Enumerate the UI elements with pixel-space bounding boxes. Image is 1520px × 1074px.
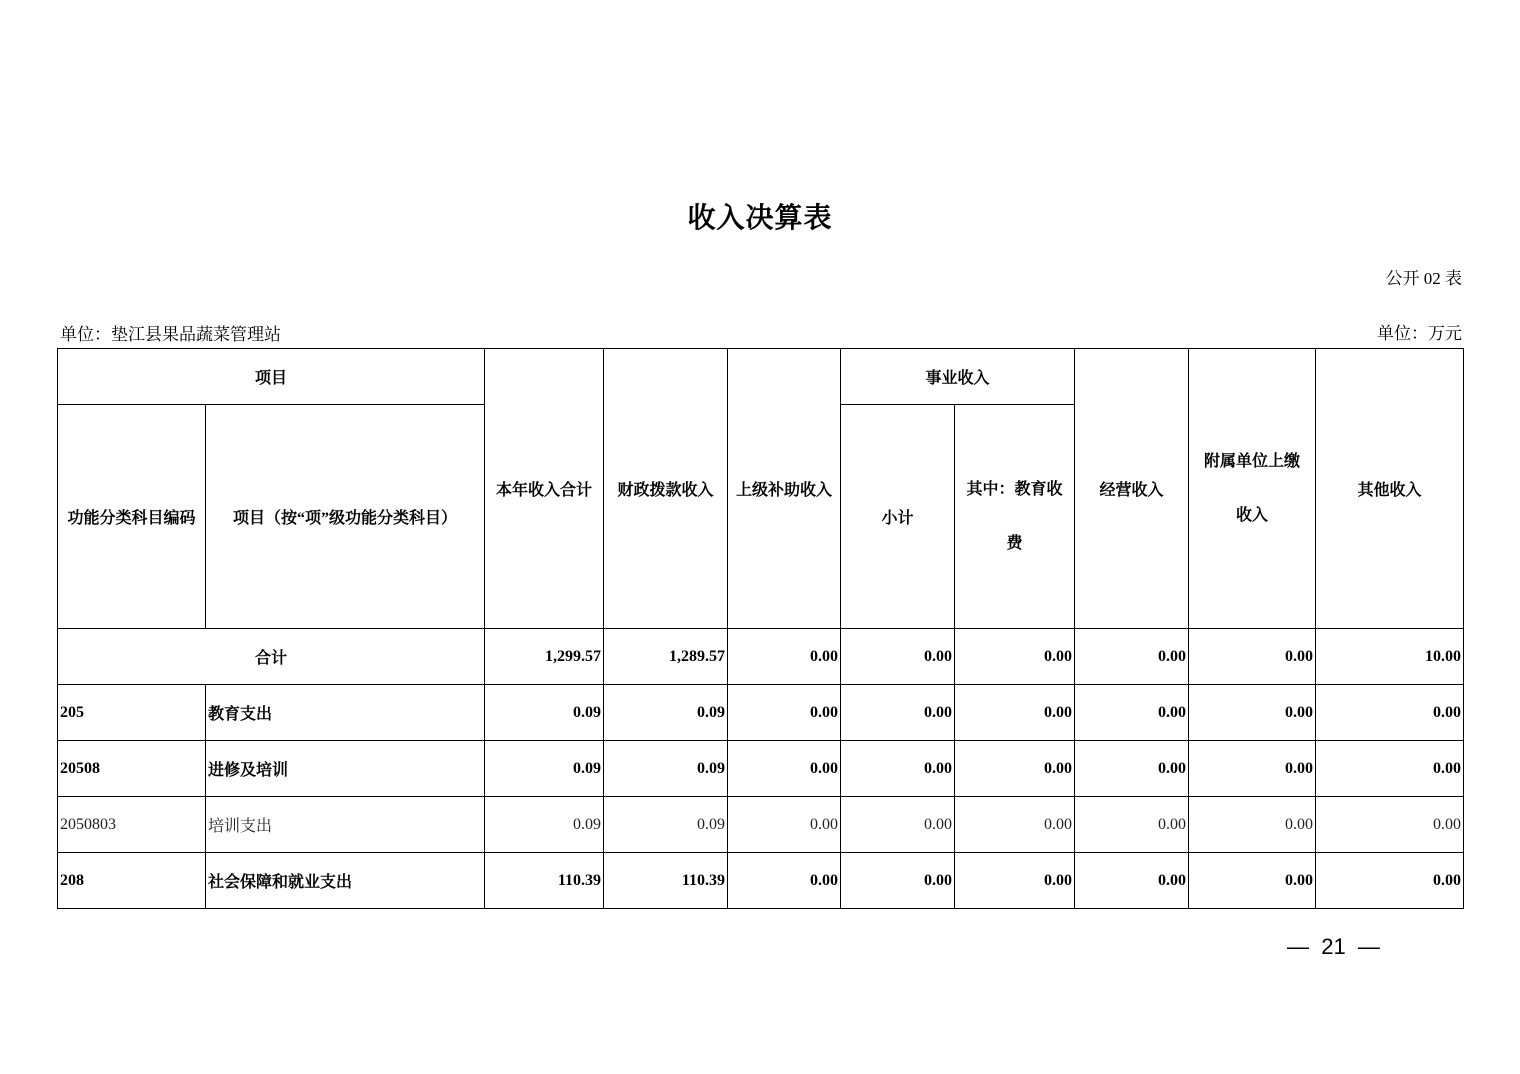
header-education-fee: 其中：教育收费 xyxy=(955,405,1075,629)
header-fiscal-income: 财政拨款收入 xyxy=(604,349,728,629)
income-table xyxy=(57,348,1464,909)
total-cell: 1,299.57 xyxy=(485,629,604,685)
row-value: 0.00 xyxy=(955,797,1075,853)
unit-currency: 单位：万元 xyxy=(1377,324,1462,343)
total-cell: 0.00 xyxy=(1189,629,1316,685)
row-value: 110.39 xyxy=(485,853,604,909)
total-cell: 10.00 xyxy=(1316,629,1464,685)
header-item-name: 项目（按“项”级功能分类科目） xyxy=(206,405,485,629)
row-value: 0.00 xyxy=(1316,797,1464,853)
row-value: 0.00 xyxy=(1189,685,1316,741)
table-row xyxy=(58,853,1464,909)
row-value: 0.09 xyxy=(485,797,604,853)
row-value: 0.09 xyxy=(604,685,728,741)
row-value: 0.00 xyxy=(1075,853,1189,909)
row-value: 0.00 xyxy=(1075,741,1189,797)
row-code: 2050803 xyxy=(58,797,206,853)
unit-organization: 单位：垫江县果品蔬菜管理站 xyxy=(60,325,281,344)
row-value: 0.00 xyxy=(1189,853,1316,909)
header-total-income: 本年收入合计 xyxy=(485,349,604,629)
row-value: 0.00 xyxy=(955,685,1075,741)
header-other-income: 其他收入 xyxy=(1316,349,1464,629)
row-name: 社会保障和就业支出 xyxy=(206,853,485,909)
row-value: 0.00 xyxy=(1189,741,1316,797)
total-cell: 0.00 xyxy=(955,629,1075,685)
header-subsidy-income: 上级补助收入 xyxy=(728,349,841,629)
header-subtotal: 小计 xyxy=(841,405,955,629)
form-number: 公开 02 表 xyxy=(1385,269,1462,288)
table-row xyxy=(58,797,1464,853)
row-value: 0.00 xyxy=(728,797,841,853)
row-name: 进修及培训 xyxy=(206,741,485,797)
table-row xyxy=(58,685,1464,741)
row-value: 0.00 xyxy=(1189,797,1316,853)
row-value: 0.00 xyxy=(1075,685,1189,741)
row-value: 0.00 xyxy=(841,741,955,797)
row-value: 0.00 xyxy=(955,741,1075,797)
row-value: 0.00 xyxy=(728,853,841,909)
header-business-income: 事业收入 xyxy=(841,349,1075,405)
row-value: 0.00 xyxy=(728,741,841,797)
row-value: 0.00 xyxy=(728,685,841,741)
total-cell: 0.00 xyxy=(1075,629,1189,685)
page-number: — 21 — xyxy=(1287,934,1380,959)
row-value: 0.00 xyxy=(955,853,1075,909)
header-operating-income: 经营收入 xyxy=(1075,349,1189,629)
row-value: 0.00 xyxy=(1316,853,1464,909)
row-name: 教育支出 xyxy=(206,685,485,741)
row-value: 0.00 xyxy=(1075,797,1189,853)
header-function-code: 功能分类科目编码 xyxy=(58,405,206,629)
row-code: 208 xyxy=(58,853,206,909)
row-value: 110.39 xyxy=(604,853,728,909)
row-value: 0.09 xyxy=(485,741,604,797)
table-row xyxy=(58,741,1464,797)
row-value: 0.00 xyxy=(1316,685,1464,741)
row-value: 0.00 xyxy=(841,685,955,741)
total-cell: 0.00 xyxy=(728,629,841,685)
row-value: 0.00 xyxy=(841,797,955,853)
total-label: 合计 xyxy=(58,629,485,685)
row-name: 培训支出 xyxy=(206,797,485,853)
row-value: 0.00 xyxy=(841,853,955,909)
total-cell: 1,289.57 xyxy=(604,629,728,685)
header-affiliated-income: 附属单位上缴收入 xyxy=(1189,349,1316,629)
row-value: 0.09 xyxy=(604,797,728,853)
page-title: 收入决算表 xyxy=(687,203,833,234)
header-project: 项目 xyxy=(58,349,485,405)
total-row xyxy=(58,629,1464,685)
row-value: 0.09 xyxy=(604,741,728,797)
row-code: 205 xyxy=(58,685,206,741)
row-value: 0.09 xyxy=(485,685,604,741)
total-cell: 0.00 xyxy=(841,629,955,685)
row-code: 20508 xyxy=(58,741,206,797)
row-value: 0.00 xyxy=(1316,741,1464,797)
